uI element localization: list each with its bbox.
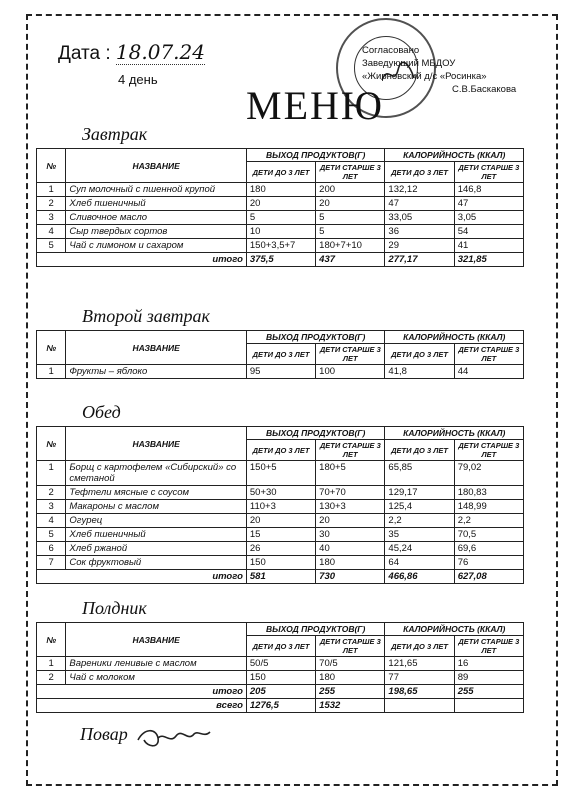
table-row [37,239,524,253]
row-cal-over3: 54 [454,225,523,239]
grand-total-row [37,699,524,713]
total-row [37,570,524,584]
grand-total-label: всего [37,699,247,713]
row-cal-under3: 132,12 [385,183,454,197]
row-name: Чай с лимоном и сахаром [66,239,247,253]
col-num: № [37,427,66,461]
col-output: ВЫХОД ПРОДУКТОВ(Г) [246,331,385,344]
total-out-over3: 255 [316,685,385,699]
approval-block [362,44,532,96]
col-under3: ДЕТИ ДО 3 ЛЕТ [246,162,315,183]
total-cal-over3: 255 [454,685,523,699]
col-calories: КАЛОРИЙНОСТЬ (ККАЛ) [385,427,524,440]
row-num: 4 [37,514,66,528]
table-snack [36,622,524,713]
row-out-over3: 20 [316,514,385,528]
col-calories: КАЛОРИЙНОСТЬ (ККАЛ) [385,149,524,162]
row-out-under3: 20 [246,197,315,211]
total-label: итого [37,685,247,699]
section-title-snack: Полдник [82,598,147,618]
table-row [37,183,524,197]
col-over3: ДЕТИ СТАРШЕ 3 ЛЕТ [316,162,385,183]
table-row [37,461,524,486]
approval-line: Заведующий МБДОУ [362,58,456,69]
date-line [58,40,205,65]
col-name: НАЗВАНИЕ [66,331,247,365]
col-num: № [37,149,66,183]
row-cal-over3: 44 [454,365,523,379]
col-under3: ДЕТИ ДО 3 ЛЕТ [246,440,315,461]
page-title: МЕНЮ [246,83,384,128]
row-num: 2 [37,671,66,685]
table-row [37,556,524,570]
row-name: Вареники ленивые с маслом [66,657,247,671]
col-output: ВЫХОД ПРОДУКТОВ(Г) [246,623,385,636]
approval-line: Согласовано [362,45,420,56]
table-row [37,365,524,379]
table-lunch [36,426,524,584]
col-under3: ДЕТИ ДО 3 ЛЕТ [385,440,454,461]
total-row [37,253,524,267]
grand-total-empty [385,699,454,713]
row-name: Сок фруктовый [66,556,247,570]
total-label: итого [37,253,247,267]
grand-total-empty [454,699,523,713]
col-calories: КАЛОРИЙНОСТЬ (ККАЛ) [385,331,524,344]
col-calories: КАЛОРИЙНОСТЬ (ККАЛ) [385,623,524,636]
row-cal-over3: 70,5 [454,528,523,542]
row-num: 3 [37,211,66,225]
row-name: Суп молочный с пшенной крупой [66,183,247,197]
row-out-under3: 26 [246,542,315,556]
cook-signature-icon [134,722,214,750]
table-second-breakfast [36,330,524,379]
row-name: Хлеб ржаной [66,542,247,556]
total-cal-over3: 321,85 [454,253,523,267]
row-out-over3: 70/5 [316,657,385,671]
row-name: Фрукты – яблоко [66,365,247,379]
grand-total-out-under3: 1276,5 [246,699,315,713]
row-out-over3: 180+7+10 [316,239,385,253]
row-out-over3: 70+70 [316,486,385,500]
row-out-under3: 150 [246,556,315,570]
col-name: НАЗВАНИЕ [66,149,247,183]
row-cal-under3: 36 [385,225,454,239]
table-row [37,657,524,671]
col-under3: ДЕТИ ДО 3 ЛЕТ [385,636,454,657]
row-out-over3: 100 [316,365,385,379]
row-name: Сыр твердых сортов [66,225,247,239]
row-out-over3: 5 [316,225,385,239]
row-out-under3: 150+5 [246,461,315,486]
total-row [37,685,524,699]
row-cal-over3: 146,8 [454,183,523,197]
total-cal-over3: 627,08 [454,570,523,584]
col-over3: ДЕТИ СТАРШЕ 3 ЛЕТ [316,440,385,461]
row-num: 1 [37,183,66,197]
row-cal-under3: 47 [385,197,454,211]
row-out-under3: 15 [246,528,315,542]
row-num: 3 [37,500,66,514]
row-cal-under3: 129,17 [385,486,454,500]
row-out-under3: 50+30 [246,486,315,500]
day-label: 4 день [118,72,158,87]
row-name: Огурец [66,514,247,528]
row-out-over3: 180+5 [316,461,385,486]
row-out-under3: 10 [246,225,315,239]
total-cal-under3: 466,86 [385,570,454,584]
row-name: Тефтели мясные с соусом [66,486,247,500]
col-over3: ДЕТИ СТАРШЕ 3 ЛЕТ [454,162,523,183]
col-under3: ДЕТИ ДО 3 ЛЕТ [385,344,454,365]
col-num: № [37,331,66,365]
row-out-over3: 130+3 [316,500,385,514]
total-out-over3: 437 [316,253,385,267]
row-name: Сливочное масло [66,211,247,225]
row-cal-over3: 69,6 [454,542,523,556]
col-over3: ДЕТИ СТАРШЕ 3 ЛЕТ [454,440,523,461]
section-title-lunch: Обед [82,402,121,422]
col-over3: ДЕТИ СТАРШЕ 3 ЛЕТ [316,344,385,365]
row-out-over3: 200 [316,183,385,197]
cook-label: Повар [80,724,128,744]
total-out-under3: 205 [246,685,315,699]
row-cal-under3: 33,05 [385,211,454,225]
table-row [37,514,524,528]
total-out-under3: 581 [246,570,315,584]
row-out-over3: 180 [316,556,385,570]
col-under3: ДЕТИ ДО 3 ЛЕТ [246,344,315,365]
date-label: Дата : [58,43,111,64]
total-label: итого [37,570,247,584]
total-cal-under3: 277,17 [385,253,454,267]
row-num: 2 [37,486,66,500]
row-num: 5 [37,239,66,253]
row-cal-over3: 79,02 [454,461,523,486]
row-out-under3: 180 [246,183,315,197]
col-num: № [37,623,66,657]
section-title-second-breakfast: Второй завтрак [82,306,210,326]
row-name: Борщ с картофелем «Сибирский» со сметаной [66,461,247,486]
row-out-over3: 40 [316,542,385,556]
table-row [37,500,524,514]
col-name: НАЗВАНИЕ [66,623,247,657]
row-num: 4 [37,225,66,239]
section-title-breakfast: Завтрак [82,124,148,144]
table-row [37,671,524,685]
row-num: 6 [37,542,66,556]
col-output: ВЫХОД ПРОДУКТОВ(Г) [246,149,385,162]
row-cal-under3: 64 [385,556,454,570]
row-cal-over3: 2,2 [454,514,523,528]
total-cal-under3: 198,65 [385,685,454,699]
row-cal-under3: 65,85 [385,461,454,486]
row-num: 1 [37,365,66,379]
row-name: Макароны с маслом [66,500,247,514]
row-cal-under3: 35 [385,528,454,542]
approval-line: «Жирновский д/с «Росинка» [362,71,487,82]
table-row [37,528,524,542]
row-cal-under3: 45,24 [385,542,454,556]
row-num: 1 [37,657,66,671]
row-out-over3: 5 [316,211,385,225]
row-cal-over3: 76 [454,556,523,570]
row-out-under3: 110+3 [246,500,315,514]
col-under3: ДЕТИ ДО 3 ЛЕТ [385,162,454,183]
table-row [37,211,524,225]
row-name: Чай с молоком [66,671,247,685]
row-out-over3: 20 [316,197,385,211]
row-cal-under3: 125,4 [385,500,454,514]
row-num: 1 [37,461,66,486]
row-cal-under3: 121,65 [385,657,454,671]
row-out-under3: 150+3,5+7 [246,239,315,253]
row-cal-under3: 2,2 [385,514,454,528]
total-out-over3: 730 [316,570,385,584]
approval-line: С.В.Баскакова [452,84,517,95]
table-breakfast [36,148,524,267]
row-num: 5 [37,528,66,542]
row-cal-under3: 29 [385,239,454,253]
row-out-over3: 180 [316,671,385,685]
row-cal-over3: 89 [454,671,523,685]
row-name: Хлеб пшеничный [66,528,247,542]
table-row [37,486,524,500]
col-over3: ДЕТИ СТАРШЕ 3 ЛЕТ [454,636,523,657]
row-cal-over3: 41 [454,239,523,253]
row-out-over3: 30 [316,528,385,542]
row-name: Хлеб пшеничный [66,197,247,211]
row-out-under3: 20 [246,514,315,528]
col-under3: ДЕТИ ДО 3 ЛЕТ [246,636,315,657]
row-cal-under3: 41,8 [385,365,454,379]
total-out-under3: 375,5 [246,253,315,267]
date-value: 18.07.24 [115,40,205,64]
row-out-under3: 150 [246,671,315,685]
row-out-under3: 5 [246,211,315,225]
row-cal-over3: 16 [454,657,523,671]
table-row [37,542,524,556]
col-name: НАЗВАНИЕ [66,427,247,461]
row-out-under3: 50/5 [246,657,315,671]
row-cal-over3: 3,05 [454,211,523,225]
row-cal-over3: 180,83 [454,486,523,500]
row-num: 2 [37,197,66,211]
col-over3: ДЕТИ СТАРШЕ 3 ЛЕТ [454,344,523,365]
grand-total-out-over3: 1532 [316,699,385,713]
row-num: 7 [37,556,66,570]
table-row [37,225,524,239]
row-cal-over3: 148,99 [454,500,523,514]
table-row [37,197,524,211]
row-cal-under3: 77 [385,671,454,685]
col-over3: ДЕТИ СТАРШЕ 3 ЛЕТ [316,636,385,657]
row-out-under3: 95 [246,365,315,379]
row-cal-over3: 47 [454,197,523,211]
col-output: ВЫХОД ПРОДУКТОВ(Г) [246,427,385,440]
